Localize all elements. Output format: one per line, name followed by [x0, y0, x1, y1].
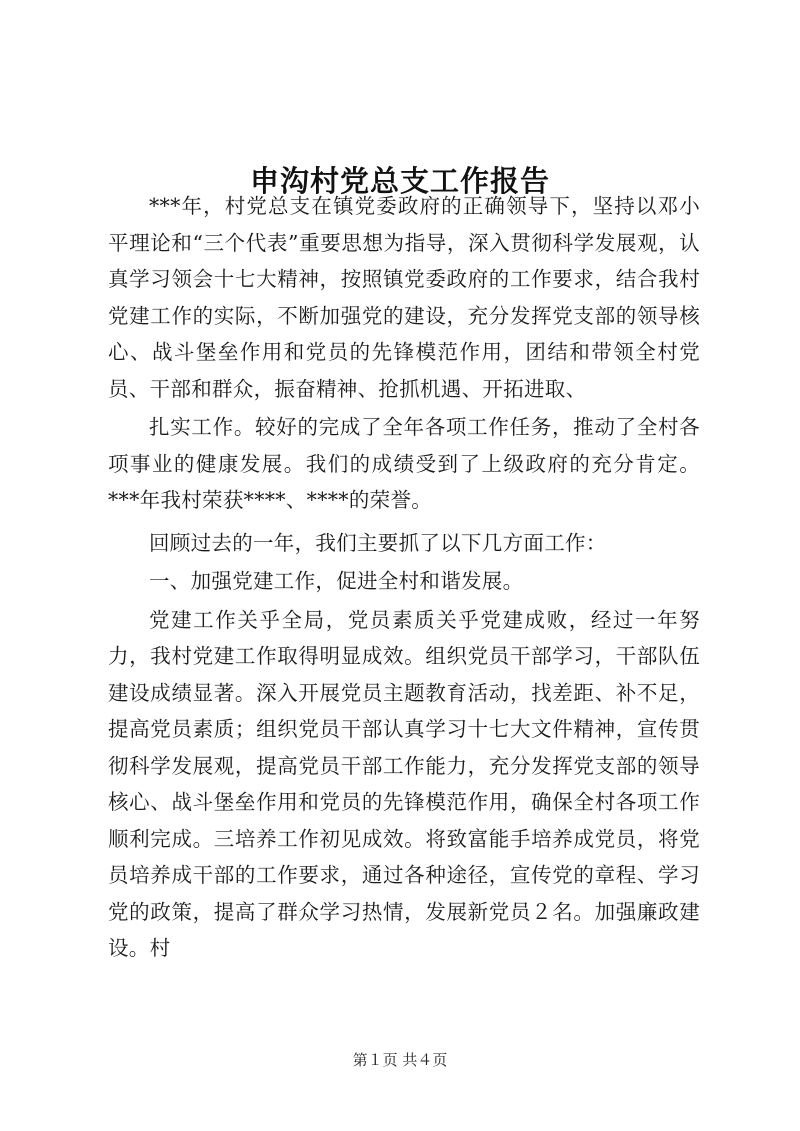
page-footer: 第１页 共４页	[352, 1051, 448, 1069]
document-title: 申沟村党总支工作报告	[249, 164, 550, 199]
paragraph-intro: ***年，村党总支在镇党委政府的正确领导下，坚持以邓小平理论和“三个代表”重要思想为指导，深入贯彻科学发展观，认真学习领会十七大精神，按照镇党委政府的工作要求，结合我村党建工作的实际，不断加强党的建设，充分发挥党支部的领导核心、战斗堡垒作用和党员的先锋模范作用，团结和带领全村党员、干部和群众，振奋精神、抢抓机遇、开拓进取、	[108, 194, 700, 401]
document-body	[108, 188, 700, 967]
paragraph-party-building: 党建工作关乎全局，党员素质关乎党建成败，经过一年努力，我村党建工作取得明显成效。组织党员干部学习，干部队伍建设成绩显著。深入开展党员主题教育活动，找差距、补不足，提高党员素质；组织党员干部认真学习十七大文件精神，宣传贯彻科学发展观，提高党员干部工作能力，充分发挥党支部的领导核心、战斗堡垒作用和党员的先锋模范作用，确保全村各项工作顺利完成。三培养工作初见成效。将致富能手培养成党员，将党员培养成干部的工作要求，通过各种途径，宣传党的章程、学习党的政策，提高了群众学习热情，发展新党员２名。加强廉政建设。村	[108, 607, 700, 960]
paragraph-review: 回顾过去的一年，我们主要抓了以下几方面工作：	[149, 530, 607, 555]
section-heading-1: 一、加强党建工作，促进全村和谐发展。	[149, 569, 524, 593]
paragraph-achievements: 扎实工作。较好的完成了全年各项工作任务，推动了全村各项事业的健康发展。我们的成绩受到了上级政府的充分肯定。***年我村荣获****、****的荣誉。	[108, 415, 700, 512]
